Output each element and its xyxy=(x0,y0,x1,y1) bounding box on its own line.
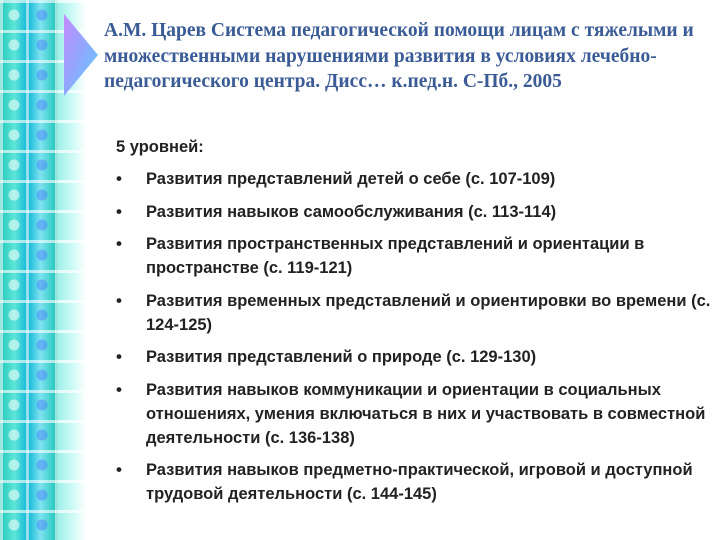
bullet-icon: • xyxy=(116,290,122,310)
list-item-text: Развития навыков самообслуживания (с. 113-114) xyxy=(146,202,557,221)
decorative-tile-strip xyxy=(0,0,58,540)
list-item xyxy=(116,232,711,280)
list-item-text: Развития пространственных представлений и ориентации в пространстве (с. 119-121) xyxy=(146,235,645,277)
slide-content xyxy=(116,137,711,515)
list-item-text: Развития временных представлений и ориентировки во времени (с. 124-125) xyxy=(146,291,711,334)
decorative-triangle-icon xyxy=(62,12,100,98)
list-item-text: Развития навыков предметно-практической, игровой и доступной трудовой деятельности (с. 144-145) xyxy=(146,461,693,503)
list-item xyxy=(116,167,711,191)
bullet-icon: • xyxy=(116,234,122,253)
list-item xyxy=(116,289,711,337)
list-item xyxy=(116,458,711,506)
bullet-icon: • xyxy=(116,347,122,366)
list-item xyxy=(116,345,711,369)
list-item xyxy=(116,378,711,450)
list-item-text: Развития представлений о природе (с. 129-130) xyxy=(146,348,537,366)
bullet-icon: • xyxy=(116,201,122,221)
levels-list xyxy=(116,167,711,506)
bullet-icon: • xyxy=(116,460,122,479)
bullet-icon: • xyxy=(116,169,122,188)
list-item-text: Развития представлений детей о себе (с. 107-109) xyxy=(146,170,556,188)
bullet-icon: • xyxy=(116,379,122,399)
list-item-text: Развития навыков коммуникации и ориентации в социальных отношениях, умения включаться в них и участвовать в совместной деятельности (с. 136-138) xyxy=(146,380,706,447)
list-item xyxy=(116,200,711,224)
slide-title: А.М. Царев Система педагогической помощи лицам с тяжелыми и множественными нарушениями развития в условиях лечебно-педагогического центра. Дисс… к.пед.н. С-Пб., 2005 xyxy=(104,20,694,92)
levels-intro: 5 уровней: xyxy=(116,138,204,156)
